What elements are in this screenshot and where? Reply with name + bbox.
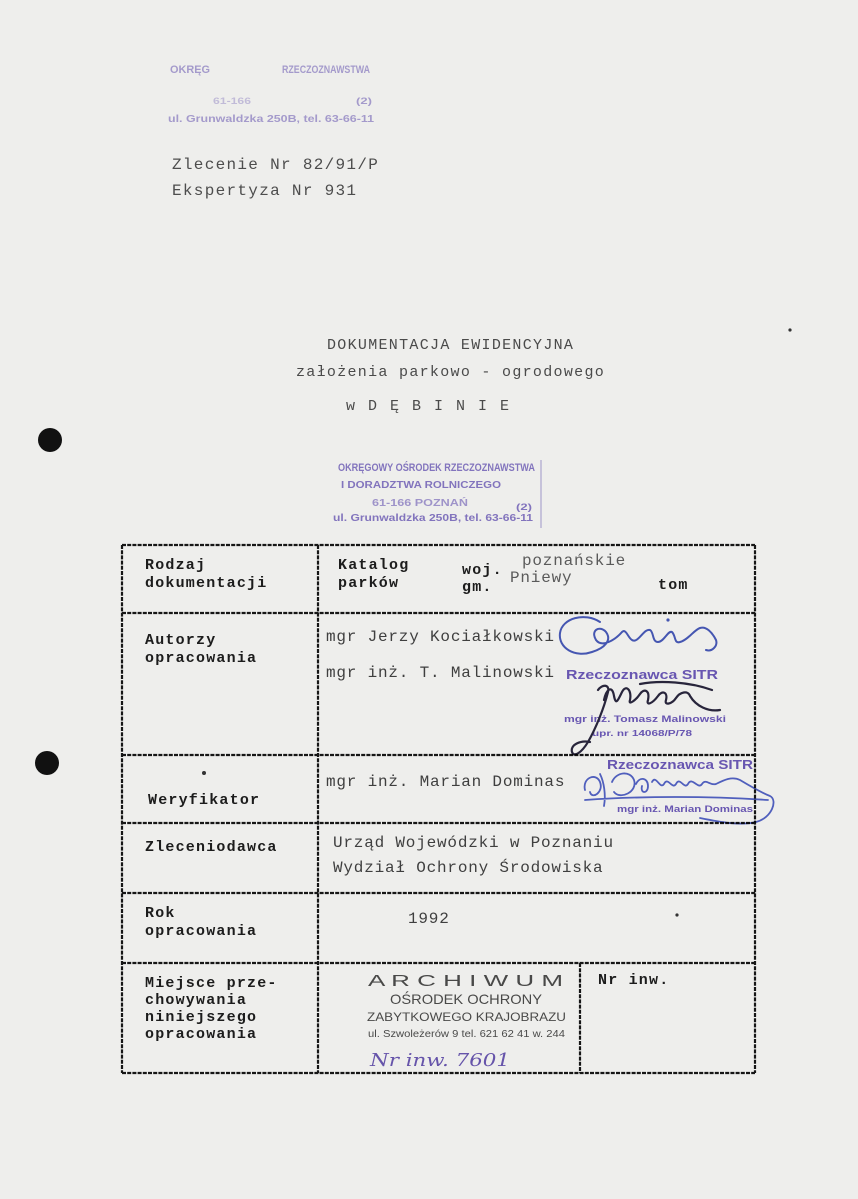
authors-label-line1: Autorzy <box>145 632 217 649</box>
year-value: 1992 <box>408 910 450 928</box>
author-name: mgr Jerzy Kociałkowski <box>326 628 555 646</box>
client-line: Urząd Wojewódzki w Poznaniu <box>333 834 614 852</box>
document-title: DOKUMENTACJA EWIDENCYJNA <box>327 337 575 354</box>
stamp-top-line: 61-166 <box>213 96 251 106</box>
stamp-sitr-line: mgr inż. Tomasz Malinowski <box>564 714 726 725</box>
document-location: w D Ę B I N I E <box>346 398 512 415</box>
stamp-center-line: (2) <box>516 502 533 512</box>
stamp-top-line: ul. Grunwaldzka 250B, tel. 63-66-11 <box>168 114 375 125</box>
stamp-sitr-line: mgr inż. Marian Dominas <box>617 804 753 815</box>
volume-label: tom <box>658 577 689 594</box>
stamp-top-line: OKRĘG <box>170 64 210 76</box>
storage-label-line2: chowywania <box>145 992 248 1009</box>
stamp-sitr-line: upr. nr 14068/P/78 <box>592 729 693 738</box>
stamp-top-line: RZECZOZNAWSTWA <box>282 64 371 76</box>
stamp-archive-line: A R C H I W U M <box>368 973 563 990</box>
stamp-sitr-dominas <box>607 758 753 815</box>
stamp-center-line: 61-166 POZNAŃ <box>372 497 452 509</box>
voivodeship-value: poznańskie <box>522 552 627 570</box>
stamp-center-line: I DORADZTWA ROLNICZEGO <box>341 479 501 491</box>
stamp-archive <box>367 973 566 1040</box>
signature-kocialkowski <box>560 617 717 654</box>
storage-label-line3: niniejszego <box>145 1009 258 1026</box>
stamp-sitr-line: Rzeczoznawca SITR <box>607 758 753 772</box>
catalog-label-line1: Katalog <box>338 557 410 574</box>
signature-dot <box>666 618 669 621</box>
stamp-center-line: ul. Grunwaldzka 250B, tel. 63-66-11 <box>333 513 534 524</box>
storage-label-line1: Miejsce prze- <box>145 975 278 992</box>
stamp-sitr-line: Rzeczoznawca SITR <box>566 667 719 682</box>
commune-label: gm. <box>462 579 493 596</box>
authors-label-line2: opracowania <box>145 650 258 667</box>
catalog-label-line2: parków <box>338 575 400 592</box>
stamp-top <box>168 64 375 125</box>
verifier-name: mgr inż. Marian Dominas <box>326 773 566 791</box>
type-label-line1: Rodzaj <box>145 557 207 574</box>
signature-dominas <box>585 773 774 823</box>
order-number: Zlecenie Nr 82/91/P <box>172 156 380 174</box>
type-label-line2: dokumentacji <box>145 575 268 592</box>
voivodeship-label: woj. <box>462 562 503 579</box>
year-label-line1: Rok <box>145 905 176 922</box>
storage-label-line4: opracowania <box>145 1026 258 1043</box>
inventory-label: Nr inw. <box>598 972 670 989</box>
author-name: mgr inż. T. Malinowski <box>326 664 555 682</box>
stamp-center-line: OKRĘGOWY OŚRODEK RZECZOZNAWSTWA <box>338 462 576 474</box>
year-label-line2: opracowania <box>145 923 258 940</box>
client-line: Wydział Ochrony Środowiska <box>333 859 604 877</box>
handwritten-inventory-number: Nr inw. 7601 <box>368 1050 510 1071</box>
commune-value: Pniewy <box>510 569 573 587</box>
stamp-center <box>333 460 576 528</box>
stamp-sitr-malinowski <box>564 667 726 738</box>
verifier-label: Weryfikator <box>148 792 261 809</box>
expertise-number: Ekspertyza Nr 931 <box>172 182 358 200</box>
document-subtitle: założenia parkowo - ogrodowego <box>296 364 606 381</box>
stamp-top-line: (2) <box>356 96 373 106</box>
stamp-archive-line: ul. Szwoleżerów 9 tel. 621 62 41 w. 244 <box>368 1029 566 1040</box>
client-label: Zleceniodawca <box>145 839 278 856</box>
stamp-archive-line: OŚRODEK OCHRONY <box>390 991 536 1007</box>
stamp-archive-line: ZABYTKOWEGO KRAJOBRAZU <box>367 1010 566 1024</box>
